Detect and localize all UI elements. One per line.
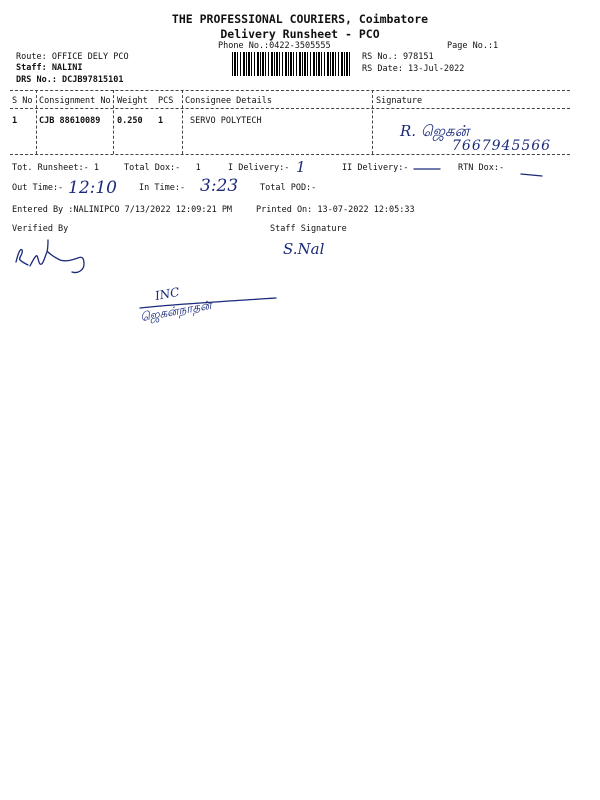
receiver-signature: R. ஜெகன் [400, 122, 470, 140]
rs-date: RS Date: 13-Jul-2022 [362, 64, 465, 74]
header-signature: Signature [376, 96, 423, 106]
header-sno: S No [12, 96, 33, 106]
ii-delivery-label: II Delivery:- [342, 163, 409, 173]
in-time-value: 3:23 [200, 176, 239, 196]
col-divider [182, 90, 183, 154]
runsheet-title: Delivery Runsheet - PCO [220, 27, 380, 41]
staff-signature: S.Nal [283, 240, 325, 258]
receiver-phone: 7667945566 [452, 138, 552, 154]
col-divider [372, 90, 373, 154]
phone-number: Phone No.:0422-3505555 [218, 41, 331, 51]
printed-on: Printed On: 13-07-2022 12:05:33 [256, 205, 415, 215]
header-pcs: PCS [158, 96, 174, 106]
header-consignment: Consignment No [39, 96, 111, 106]
stamp-underline [136, 296, 286, 326]
drs-number: DRS No.: DCJB97815101 [16, 75, 124, 85]
stamp-line-1: INC [153, 284, 181, 304]
cell-consignment: CJB 88610089 [39, 116, 101, 126]
company-title: THE PROFESSIONAL COURIERS, Coimbatore [171, 12, 429, 26]
header-weight: Weight [117, 96, 148, 106]
table-top-rule [10, 90, 570, 91]
in-time-label: In Time:- [139, 183, 186, 193]
rtn-dox-label: RTN Dox:- [458, 163, 505, 173]
out-time-value: 12:10 [68, 178, 117, 198]
stamp-line-2: ஜெகன்நாதன் [139, 297, 213, 325]
rtn-dox-dash [520, 172, 544, 178]
table-bottom-rule [10, 154, 570, 155]
cell-weight: 0.250 [117, 116, 143, 126]
verified-by-label: Verified By [12, 224, 69, 234]
verified-signature [12, 238, 112, 278]
route-label: Route: OFFICE DELY PCO [16, 52, 129, 62]
i-delivery-label: I Delivery:- [228, 163, 290, 173]
total-pod-label: Total POD:- [260, 183, 317, 193]
cell-consignee: SERVO POLYTECH [190, 116, 262, 126]
table-header-rule [10, 108, 570, 109]
cell-pcs: 1 [158, 116, 164, 126]
barcode [232, 52, 350, 76]
i-delivery-value: 1 [296, 158, 306, 176]
page-number: Page No.:1 [447, 41, 499, 51]
header-consignee: Consignee Details [185, 96, 272, 106]
col-divider [113, 90, 114, 154]
col-divider [36, 90, 37, 154]
entered-by: Entered By :NALINIPCO 7/13/2022 12:09:21 PM [12, 205, 233, 215]
ii-delivery-dash [412, 168, 442, 172]
out-time-label: Out Time:- [12, 183, 64, 193]
staff-label: Staff: NALINI [16, 63, 83, 73]
total-runsheet: Tot. Runsheet:- 1 [12, 163, 99, 173]
cell-sno: 1 [12, 116, 18, 126]
rs-number: RS No.: 978151 [362, 52, 434, 62]
staff-signature-label: Staff Signature [270, 224, 347, 234]
total-dox: Total Dox:- 1 [124, 163, 201, 173]
